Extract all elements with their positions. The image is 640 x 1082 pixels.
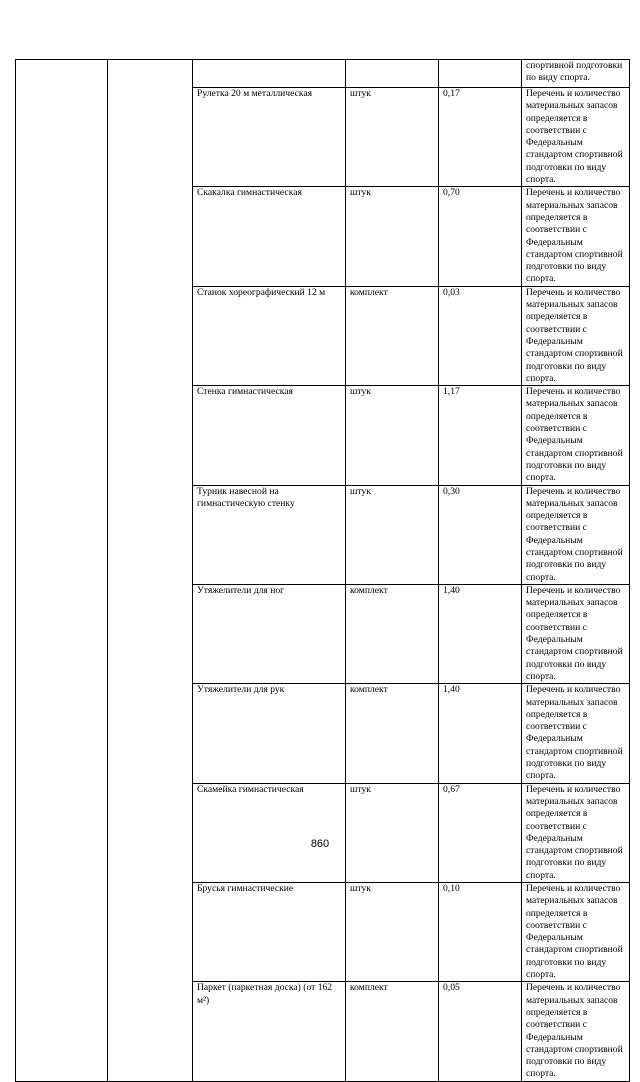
cell-note: Перечень и количество материальных запасов определяется в соответствии с Федеральным стандартом спортивной подготовки по виду спорта.	[522, 584, 630, 683]
cell-name: Скакалка гимнастическая	[193, 187, 346, 286]
cell-unit: штук	[346, 386, 439, 485]
cell-qty: 0,03	[439, 286, 522, 385]
cell-name: Станок хореографический 12 м	[193, 286, 346, 385]
cell-qty: 0,10	[439, 883, 522, 982]
cell-note: Перечень и количество материальных запасов определяется в соответствии с Федеральным стандартом спортивной подготовки по виду спорта.	[522, 286, 630, 385]
cell-note: Перечень и количество материальных запасов определяется в соответствии с Федеральным стандартом спортивной подготовки по виду спорта.	[522, 783, 630, 882]
cell-unit: комплект	[346, 584, 439, 683]
cell-note: спортивной подготовки по виду спорта.	[522, 60, 630, 88]
cell-name: Рулетка 20 м металлическая	[193, 88, 346, 187]
cell-qty	[439, 60, 522, 88]
cell-unit: комплект	[346, 982, 439, 1081]
cell-name: Паркет (паркетная доска) (от 162 м²)	[193, 982, 346, 1081]
cell-unit: штук	[346, 187, 439, 286]
cell-note: Перечень и количество материальных запасов определяется в соответствии с Федеральным стандартом спортивной подготовки по виду спорта.	[522, 883, 630, 982]
cell-note: Перечень и количество материальных запасов определяется в соответствии с Федеральным стандартом спортивной подготовки по виду спорта.	[522, 982, 630, 1081]
cell-note: Перечень и количество материальных запасов определяется в соответствии с Федеральным стандартом спортивной подготовки по виду спорта.	[522, 88, 630, 187]
cell-unit: штук	[346, 783, 439, 882]
cell-qty: 1,40	[439, 584, 522, 683]
cell-qty: 0,17	[439, 88, 522, 187]
equipment-table	[15, 59, 630, 1082]
cell-note: Перечень и количество материальных запасов определяется в соответствии с Федеральным стандартом спортивной подготовки по виду спорта.	[522, 386, 630, 485]
cell-name: Скамейка гимнастическая	[193, 783, 346, 882]
cell-unit: комплект	[346, 286, 439, 385]
cell-qty: 0,70	[439, 187, 522, 286]
table-row-continuation	[16, 60, 630, 88]
cell-qty: 0,05	[439, 982, 522, 1081]
cell-unit	[346, 60, 439, 88]
cell-name: Турник навесной на гимнастическую стенку	[193, 485, 346, 584]
cell-note: Перечень и количество материальных запасов определяется в соответствии с Федеральным стандартом спортивной подготовки по виду спорта.	[522, 187, 630, 286]
cell-qty: 0,67	[439, 783, 522, 882]
cell-qty: 0,30	[439, 485, 522, 584]
cell-note: Перечень и количество материальных запасов определяется в соответствии с Федеральным стандартом спортивной подготовки по виду спорта.	[522, 485, 630, 584]
cell-name: Утяжелители для ног	[193, 584, 346, 683]
merged-cell-col2	[108, 60, 193, 1082]
cell-note: Перечень и количество материальных запасов определяется в соответствии с Федеральным стандартом спортивной подготовки по виду спорта.	[522, 684, 630, 783]
page-number: 860	[310, 838, 330, 850]
cell-name: Утяжелители для рук	[193, 684, 346, 783]
cell-qty: 1,17	[439, 386, 522, 485]
cell-unit: комплект	[346, 684, 439, 783]
cell-name: Брусья гимнастические	[193, 883, 346, 982]
merged-cell-col1	[16, 60, 108, 1082]
cell-unit: штук	[346, 88, 439, 187]
cell-name	[193, 60, 346, 88]
cell-qty: 1,40	[439, 684, 522, 783]
cell-name: Стенка гимнастическая	[193, 386, 346, 485]
cell-unit: штук	[346, 485, 439, 584]
cell-unit: штук	[346, 883, 439, 982]
